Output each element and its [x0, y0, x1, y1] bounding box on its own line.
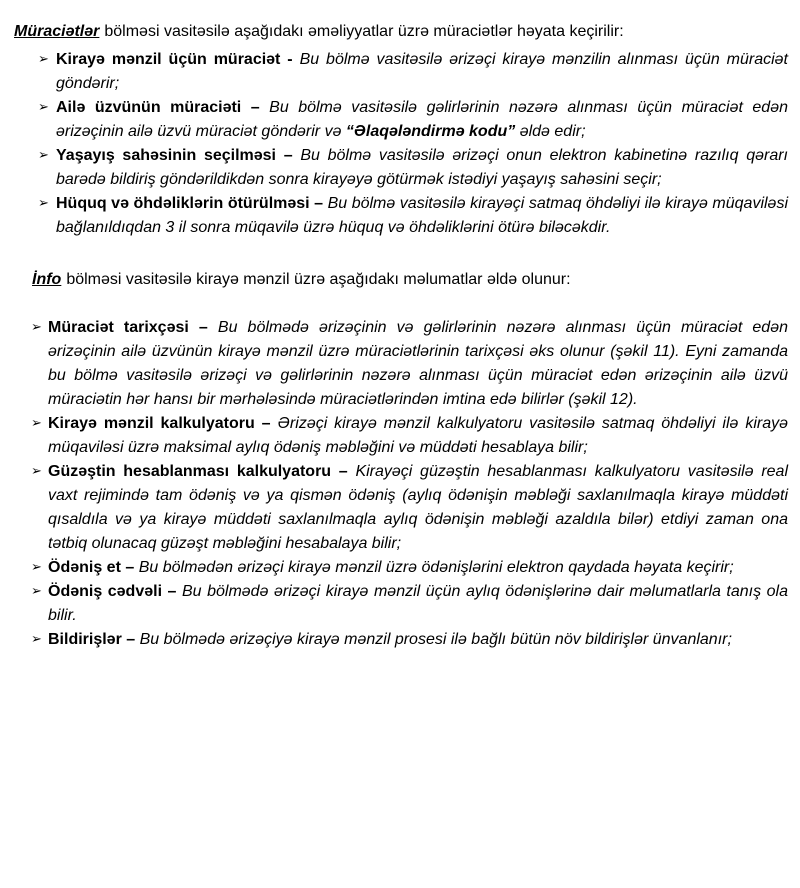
heading-emphasis: İnfo [32, 271, 62, 288]
arrow-bullet-icon: ➢ [31, 560, 42, 575]
item-description: Bu bölmə vasitəsilə gəlirlərinin nəzərə alınması üçün müraciət edən ərizəçinin ailə üzvü müraciət göndərir və [56, 99, 789, 140]
item-description: əldə edir; [515, 123, 586, 140]
heading-text: bölməsi vasitəsilə aşağıdakı əməliyyatlar üzrə müraciətlər həyata keçirilir: [104, 23, 624, 40]
item-label: Güzəştin hesablanması kalkulyatoru [48, 463, 332, 480]
item-description: Ərizəçi kirayə mənzil kalkulyatoru vasitəsilə satmaq öhdəliyi ilə kirayə müqaviləsi üzrə maksimal aylıq ödəniş məbləğini və müddəti hesablaya bilir; [48, 415, 788, 456]
item-description: Bu bölmədə ərizəçiyə kirayə mənzil prosesi ilə bağlı bütün növ bildirişlər ünvanlanır; [139, 631, 732, 648]
arrow-bullet-icon: ➢ [38, 52, 49, 67]
list-item-text [48, 580, 788, 628]
item-separator: – [121, 631, 140, 648]
list-item [14, 192, 788, 240]
section-heading-muracietler [14, 20, 788, 44]
list-item-text [56, 192, 788, 240]
list-item [14, 412, 788, 460]
item-label: Ödəniş et [48, 559, 121, 576]
arrow-bullet-icon: ➢ [38, 148, 49, 163]
list-item [14, 628, 788, 652]
arrow-bullet-icon: ➢ [38, 100, 49, 115]
list-item [14, 460, 788, 556]
arrow-bullet-icon: ➢ [38, 196, 49, 211]
arrow-bullet-icon: ➢ [31, 320, 42, 335]
arrow-bullet-icon: ➢ [31, 416, 42, 431]
list-item-text [48, 316, 788, 412]
item-separator: – [331, 463, 356, 480]
item-description: Kirayəçi güzəştin hesablanması kalkulyatoru vasitəsilə real vaxt rejimində tam ödəniş və ya qismən ödəniş (aylıq ödənişin məbləği saxlanılmaqla kirayə müddəti qısaldıla və ya kirayə müddəti saxlanılmaqla aylıq ödənişin məbləği azaldıla bilər) etdiyi zaman ona tətbiq olunacaq güzəşt məbləğini hesabalaya bilir; [48, 463, 789, 552]
item-description: Bu bölmə vasitəsilə ərizəçi kirayə mənzilin alınması üçün müraciət göndərir; [56, 51, 788, 92]
item-separator: – [120, 559, 139, 576]
item-separator: – [254, 415, 278, 432]
list-item [14, 580, 788, 628]
list-item [14, 316, 788, 412]
item-label: Hüquq və öhdəliklərin ötürülməsi [56, 195, 310, 212]
item-separator: – [241, 99, 270, 116]
list-item-text [48, 628, 788, 652]
item-separator: – [276, 147, 301, 164]
list-item [14, 48, 788, 96]
item-description: Bu bölmədən ərizəçi kirayə mənzil üzrə ödənişlərini elektron qaydada həyata keçirir; [138, 559, 734, 576]
list-item-text [56, 144, 788, 192]
list-item-text [48, 556, 788, 580]
item-description: Bu bölmə vasitəsilə ərizəçi onun elektron kabinetinə razılıq qərarı barədə bildiriş göndərildikdən sonra kirayəyə götürmək istədiyi yaşayış sahəsini seçir; [56, 147, 788, 188]
item-label: Ailə üzvünün müraciəti [56, 99, 242, 116]
item-description: Bu bölmə vasitəsilə kirayəçi satmaq öhdəliyi ilə kirayə müqaviləsi bağlanıldıqdan 3 il sonra müqavilə üzrə hüquq və öhdəliklərini ötürə biləcəkdir. [56, 195, 789, 236]
item-label: Bildirişlər [48, 631, 122, 648]
item-separator: – [309, 195, 328, 212]
arrow-bullet-icon: ➢ [31, 584, 42, 599]
list-item-text [48, 412, 788, 460]
info-bullet-list [14, 316, 788, 652]
item-description: Bu bölmədə ərizəçi kirayə mənzil üçün aylıq ödənişlərinə dair məlumatlarla tanış ola bilir. [48, 583, 789, 624]
section-heading-info [32, 268, 788, 292]
item-label: Kirayə mənzil kalkulyatoru [48, 415, 255, 432]
arrow-bullet-icon: ➢ [31, 464, 42, 479]
list-item-text [56, 48, 788, 96]
list-item-text [48, 460, 788, 556]
heading-text: bölməsi vasitəsilə kirayə mənzil üzrə aşağıdakı məlumatlar əldə olunur: [66, 271, 571, 288]
list-item [14, 96, 788, 144]
arrow-bullet-icon: ➢ [31, 632, 42, 647]
list-item-text [56, 96, 788, 144]
item-separator: - [280, 51, 300, 68]
item-label: Kirayə mənzil üçün müraciət [56, 51, 281, 68]
item-description: Bu bölmədə ərizəçinin və gəlirlərinin nəzərə alınması üçün müraciət edən ərizəçinin ailə üzvünün kirayə mənzil üzrə müraciətlərinin tarixçəsi əks olunur (şəkil 11). Eyni zamanda bu bölmə vasitəsilə ərizəçi və gəlirlərinin nəzərə alınması üçün müraciət edən ərizəçinin ailə üzvü müraciətin hər hansı bir mərhələsində müraciətlərindən imtina edə bilirlər (şəkil 12). [48, 319, 788, 408]
heading-emphasis: Müraciətlər [14, 23, 100, 40]
item-label: Müraciət tarixçəsi [48, 319, 189, 336]
item-separator: – [188, 319, 218, 336]
list-item [14, 556, 788, 580]
muracietler-bullet-list [14, 48, 788, 240]
item-label: Yaşayış sahəsinin seçilməsi [56, 147, 276, 164]
item-description-bold: “Əlaqələndirmə kodu” [345, 123, 516, 140]
item-separator: – [162, 583, 182, 600]
list-item [14, 144, 788, 192]
item-label: Ödəniş cədvəli [48, 583, 163, 600]
